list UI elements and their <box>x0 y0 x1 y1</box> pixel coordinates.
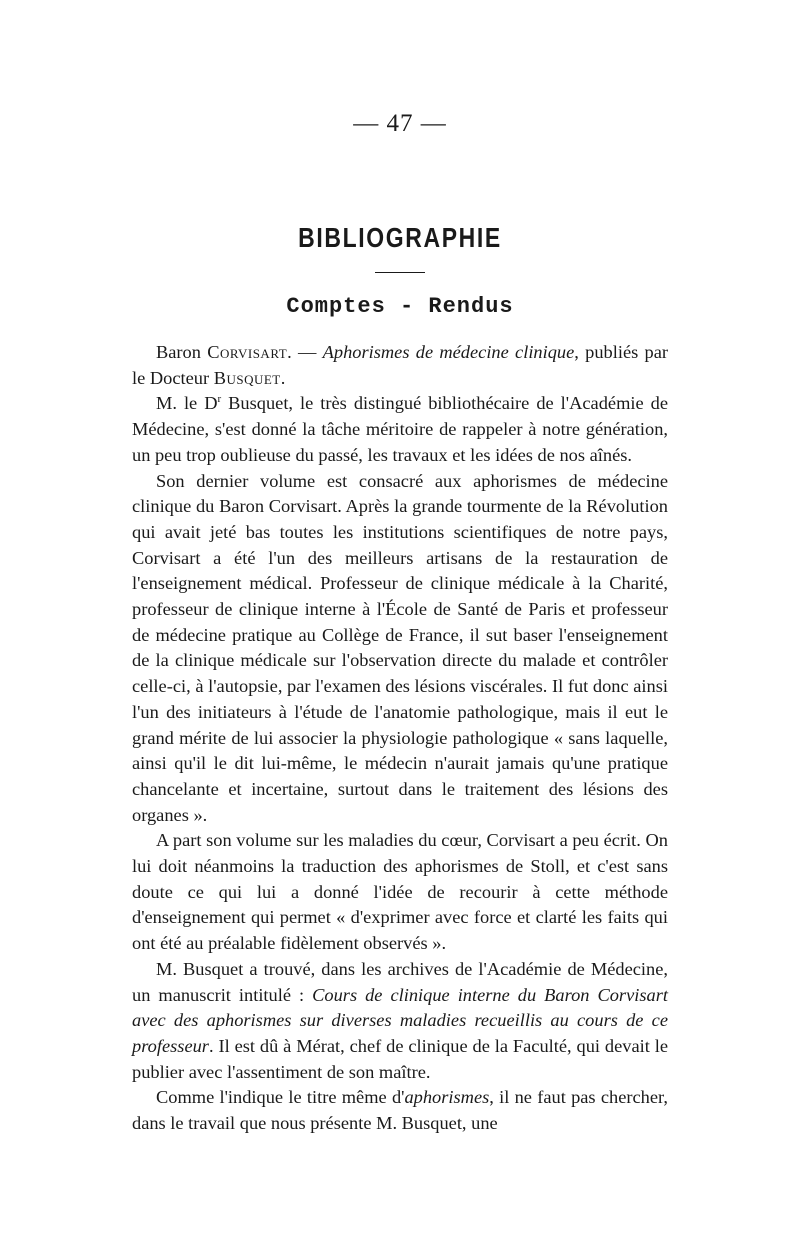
entry-author-name: Corvisart <box>207 342 288 362</box>
entry-end: . <box>280 367 286 388</box>
paragraph-3: A part son volume sur les maladies du cœur, Corvisart a peu écrit. On lui doit néanmoins la traduction des aphorismes de Stoll, et c'est sans doute ce qui lui a donné l'idée de recourir à cette méthode d'enseignement qui permet « d'exprimer avec force et clarté les faits qui ont été au préalable fidèlement observés ». <box>132 830 668 954</box>
paragraph-4-start: M. Busquet a trouvé, dans les archives de l'Académie de Médecine, un manuscrit intitulé : <box>132 958 668 1005</box>
doctor-superscript: r <box>217 393 222 406</box>
entry-work-title: Aphorismes de médecine clinique <box>322 342 575 362</box>
entry-publication-text: , publiés par le Docteur <box>132 342 669 388</box>
paragraph-5-start: Comme l'indique le titre même d' <box>156 1087 405 1108</box>
manuscript-title: Cours de clinique interne du Baron Corvisart avec des aphorismes sur diverses maladies recueillis au cours de ce professeur <box>132 984 668 1056</box>
paragraph-2: Son dernier volume est consacré aux aphorismes de médecine clinique du Baron Corvisart. Après la grande tourmente de la Révolution qui avait jeté bas toutes les institutions scientifiques de notre pays, Corvisart a été l'un des meilleurs artisans de la restauration de l'enseignement médical. Professeur de clinique médicale à la Charité, professeur de clinique interne à l'École de Santé de Paris et professeur de médecine pratique au Collège de France, il sut baser l'enseignement de la clinique médicale sur l'observation directe du malade et contrôler celle-ci, à l'autopsie, par l'examen des lésions viscérales. Il fut donc ainsi l'un des initiateurs à l'étude de l'anatomie pathologique, mais il eut le grand mérite de lui associer la physiologie pathologique « sans laquelle, ainsi qu'il le dit lui-même, le médecin n'aurait jamais qu'une pratique chancelante et incertaine, surtout dans le traitement des lésions des organes ». <box>132 470 668 825</box>
page-number: — 47 — <box>353 110 447 137</box>
paragraph-4-rest: . Il est dû à Mérat, chef de clinique de la Faculté, qui devait le publier avec l'assentiment de son maître. <box>132 1035 668 1082</box>
entry-editor-name: Busquet <box>213 367 281 388</box>
paragraph-5-rest: , il ne faut pas chercher, dans le travail que nous présente M. Busquet, une <box>132 1087 668 1134</box>
title-divider <box>375 272 425 273</box>
section-title: BIBLIOGRAPHIE <box>298 222 502 253</box>
paragraph-1 <box>132 391 668 468</box>
section-subtitle: Comptes - Rendus <box>286 294 514 319</box>
paragraph-5 <box>132 1085 668 1136</box>
entry-author-prefix: Baron <box>156 342 208 362</box>
body-text <box>132 340 668 1137</box>
paragraph-1-rest: Busquet, le très distingué bibliothécaire de l'Académie de Médecine, s'est donné la tâche méritoire de rappeler à notre génération, un peu trop oublieuse du passé, les travaux et les idées de nos aînés. <box>132 393 668 465</box>
paragraph-1-start: M. le D <box>156 393 218 414</box>
paragraph-4 <box>132 957 668 1086</box>
bibliographic-entry <box>132 340 668 391</box>
entry-separator: . — <box>287 342 323 362</box>
aphorismes-word: aphorismes <box>404 1087 490 1108</box>
